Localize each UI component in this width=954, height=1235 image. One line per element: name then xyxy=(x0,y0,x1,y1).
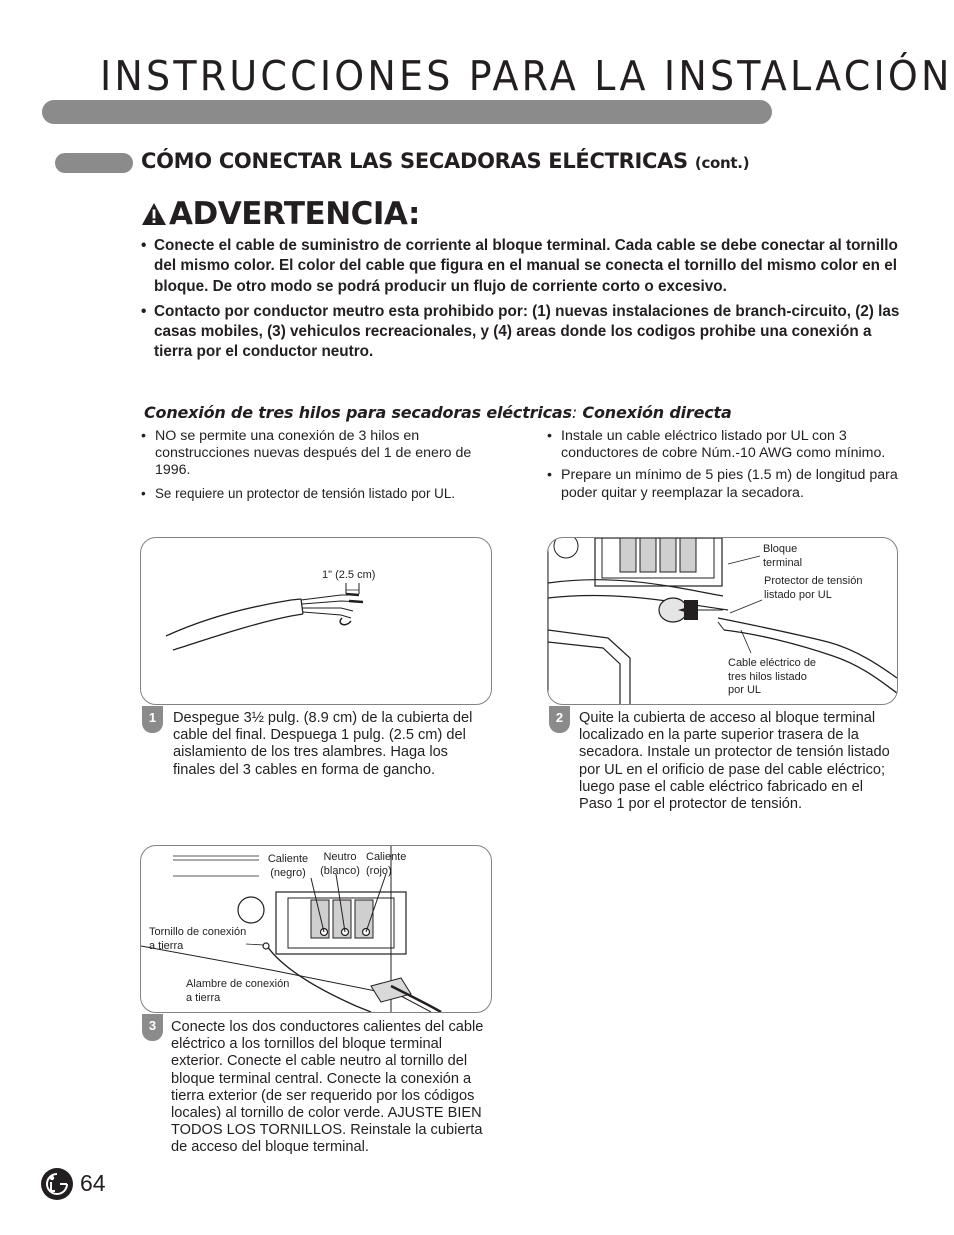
label-hot-black: Caliente (negro) xyxy=(267,853,309,879)
warning-heading xyxy=(141,196,420,232)
step-text: Quite la cubierta de acceso al bloque terminal localizado en la parte superior trasera de la secadora. Instale un protector de tensión listado por UL en el orificio de pase del cable eléctrico; luego pase el cable eléctrico fabricado en el Paso 1 por el protector de tensión. xyxy=(579,710,890,813)
stripped-cable-illustration xyxy=(141,538,491,704)
subsection-title xyxy=(144,403,732,422)
figure-terminal-block xyxy=(547,537,898,705)
label-hot-red: Caliente (rojo) xyxy=(366,851,407,877)
section-title-text: CÓMO CONECTAR LAS SECADORAS ELÉCTRICAS xyxy=(141,149,688,173)
subsection-separator: : xyxy=(571,403,578,422)
list-item: • Instale un cable eléctrico listado por UL con 3 conductores de cobre Núm.-10 AWG como mínimo. xyxy=(547,428,907,462)
left-bullet-list xyxy=(141,428,501,507)
page-title: INSTRUCCIONES PARA LA INSTALACIÓN xyxy=(100,52,953,100)
title-underline-bar xyxy=(42,100,772,124)
section-title-cont: (cont.) xyxy=(694,154,750,172)
subsection-title-main: Conexión de tres hilos para secadoras eléctricas xyxy=(144,403,572,422)
warning-item: • Conecte el cable de suministro de corriente al bloque terminal. Cada cable se debe conectar al tornillo del mismo color. El color del cable que figura en el manual se conecta el tornillo del mismo color en el bloque. De otro modo se podrá producir un flujo de corriente corto o excesivo. xyxy=(141,236,901,297)
warning-list xyxy=(141,236,901,368)
step-number-badge: 1 xyxy=(142,706,163,733)
label-terminal-block: Bloque terminal xyxy=(763,543,803,569)
warning-title: ADVERTENCIA: xyxy=(169,196,420,232)
terminal-block-illustration xyxy=(548,538,897,704)
warning-icon xyxy=(141,201,167,227)
page-number: 64 xyxy=(80,1170,106,1196)
section-marker xyxy=(55,153,133,173)
step-number-badge: 2 xyxy=(549,706,570,733)
list-item: • Se requiere un protector de tensión listado por UL. xyxy=(141,485,501,502)
step-text: Conecte los dos conductores calientes del cable eléctrico a los tornillos del bloque terminal exterior. Conecte el cable neutro al tornillo del bloque terminal central. Conecte la conexión a tierra exterior (de ser requerido por los códigos locales) al tornillo de color verde. AJUSTE BIEN TODOS LOS TORNILLOS. Reinstale la cubierta de acceso del bloque terminal. xyxy=(171,1019,484,1156)
dimension-label: 1" (2.5 cm) xyxy=(322,569,376,581)
step-text: Despegue 3½ pulg. (8.9 cm) de la cubierta del cable del final. Despuega 1 pulg. (2.5 cm) del aislamiento de los tres alambres. Haga los finales del 3 cables en forma de gancho. xyxy=(173,710,473,778)
list-item: • NO se permite una conexión de 3 hilos en construcciones nuevas después del 1 de enero de 1996. xyxy=(141,428,501,480)
figure-wire-connections xyxy=(140,845,492,1013)
list-item: • Prepare un mínimo de 5 pies (1.5 m) de longitud para poder quitar y reemplazar la secadora. xyxy=(547,467,907,501)
figure-stripped-cable xyxy=(140,537,492,705)
label-ground-screw: Tornillo de conexión a tierra xyxy=(149,926,247,952)
warning-item: • Contacto por conductor meutro esta prohibido por: (1) nuevas instalaciones de branch-circuito, (2) las casas mobiles, (3) vehiculos recreacionales, y (4) areas donde los codigos prohibe una conexión a tierra por el conductor neutro. xyxy=(141,302,901,363)
step-number-badge: 3 xyxy=(142,1014,163,1041)
section-title xyxy=(141,149,749,173)
label-strain-relief: Protector de tensión listado por UL xyxy=(764,575,863,601)
label-ground-wire: Alambre de conexión a tierra xyxy=(186,978,290,1004)
subsection-subtitle: Conexión directa xyxy=(582,403,732,422)
lg-logo xyxy=(40,1167,74,1201)
right-bullet-list xyxy=(547,428,907,507)
label-neutral-white: Neutro (blanco) xyxy=(320,851,360,877)
label-power-cable: Cable eléctrico de tres hilos listado por UL xyxy=(728,657,817,696)
